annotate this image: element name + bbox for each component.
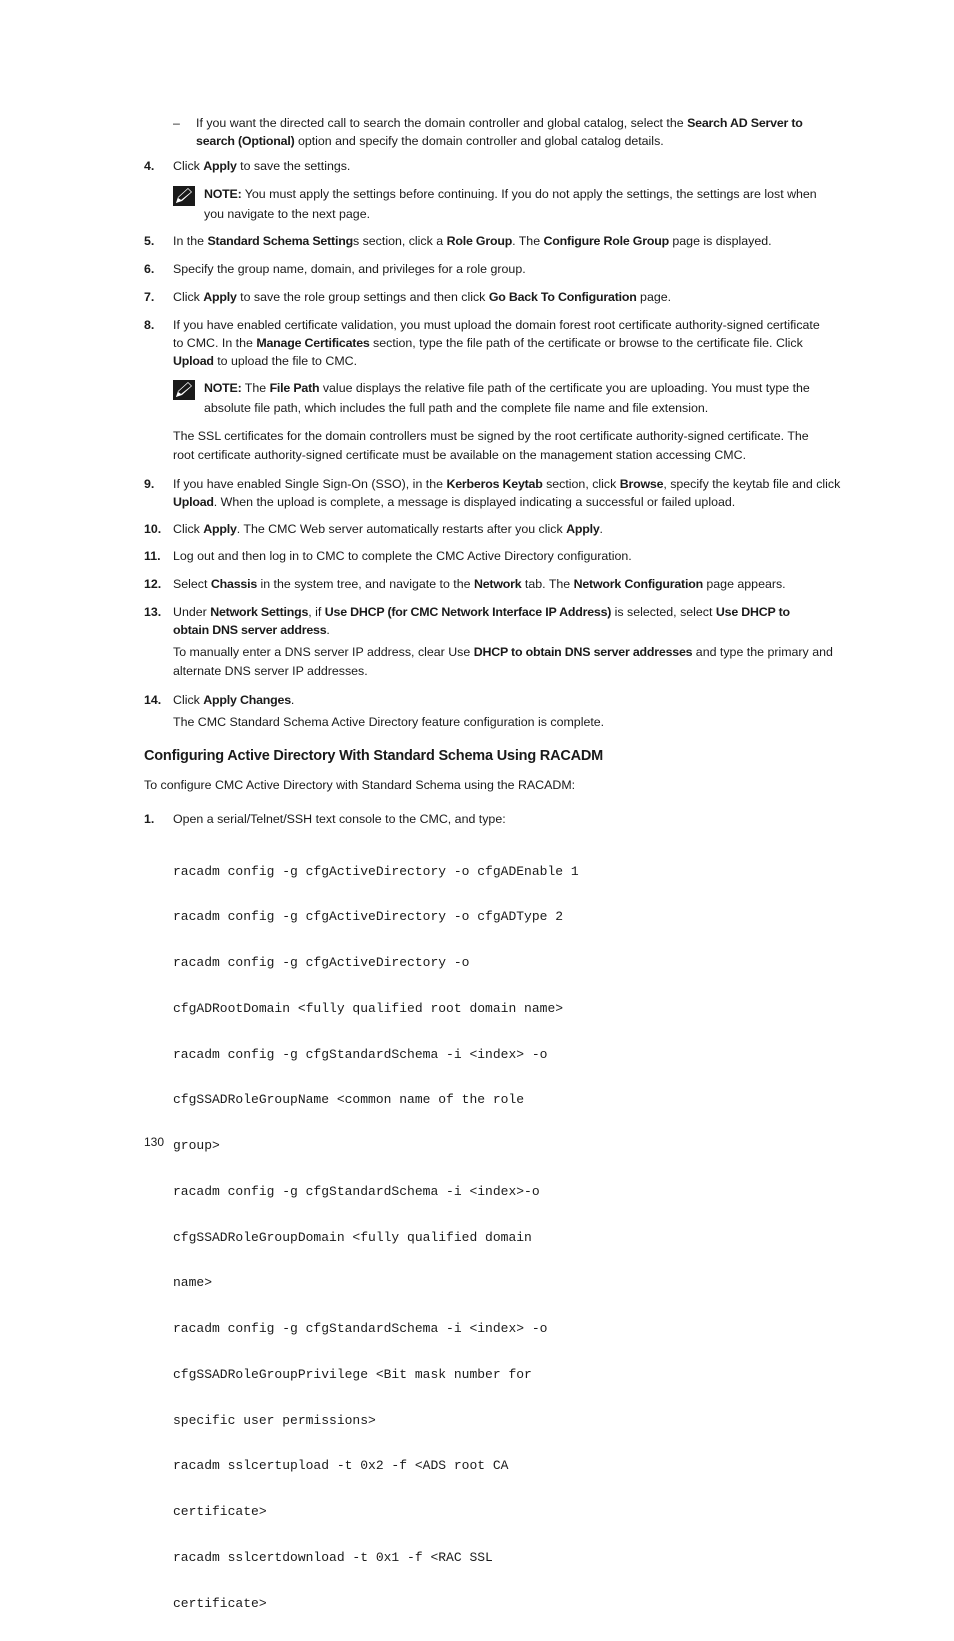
ui-term: Use DHCP (for CMC Network Interface IP Address) — [324, 605, 612, 619]
step-text-run: If you have enabled certificate validation, you must upload the domain forest root certificate authority-signed certificate to CMC. In the — [173, 318, 820, 350]
code-line: name> — [173, 1275, 213, 1291]
step-text-run: Select — [173, 577, 211, 591]
step-number: 6. — [144, 262, 155, 276]
note-pencil-icon — [173, 186, 195, 206]
ui-term: Kerberos Keytab — [446, 477, 543, 491]
step-number: 12. — [144, 577, 162, 591]
step-text-run: Under — [173, 605, 211, 619]
step-text-run: . The CMC Web server automatically restarts after you click — [236, 522, 567, 536]
step-text-run: If you have enabled Single Sign-On (SSO), in the — [173, 477, 447, 491]
step-text — [173, 475, 841, 511]
code-line: racadm config -g cfgStandardSchema -i <index> -o — [173, 1046, 548, 1062]
step-number: 5. — [144, 234, 155, 248]
ui-term: Network Configuration — [573, 577, 703, 591]
ui-term: Use DHCP to obtain DNS server address — [173, 605, 790, 637]
step-text-run: . — [290, 693, 295, 707]
step-text-run: to upload the file to CMC. — [213, 354, 358, 368]
page-number: 130 — [144, 1135, 165, 1149]
step-text-run: Click — [173, 290, 204, 304]
code-line: racadm sslcertdownload -t 0x1 -f <RAC SSL — [173, 1549, 493, 1565]
ui-term: Go Back To Configuration — [488, 290, 637, 304]
code-line: group> — [173, 1138, 220, 1153]
step-text-run: Specify the group name, domain, and privileges for a role group. — [173, 262, 526, 276]
step-number: 9. — [144, 477, 155, 491]
code-line: racadm sslcertupload -t 0x2 -f <ADS root CA — [173, 1458, 509, 1474]
code-line: racadm config -g cfgStandardSchema -i <index>-o — [173, 1183, 540, 1199]
step-text-run: . The — [512, 234, 544, 248]
step-text-run: page is displayed. — [668, 234, 772, 248]
step-text — [173, 810, 838, 828]
ui-term: Network Settings — [210, 605, 309, 619]
ui-term: Chassis — [210, 577, 258, 591]
step-number: 10. — [144, 522, 162, 536]
ui-term: Configure Role Group — [543, 234, 669, 248]
step-number: 14. — [144, 693, 162, 707]
code-line: racadm config -g cfgActiveDirectory -o cfgADType 2 — [173, 909, 564, 925]
code-line: cfgADRootDomain <fully qualified root domain name> — [173, 1000, 564, 1016]
step-text-run: tab. The — [521, 577, 574, 591]
step-number: 7. — [144, 290, 155, 304]
bullet-item: If you want the directed call to search the domain controller and global catalog, select the Search AD Server to search (Optional) option and specify the domain controller and global catalog details. — [196, 116, 803, 148]
ui-term: Network — [473, 577, 522, 591]
code-block — [173, 833, 579, 1641]
code-line: cfgSSADRoleGroupDomain <fully qualified domain — [173, 1229, 532, 1245]
step-text-run: section, type the file path of the certificate or browse to the certificate file. Click — [369, 336, 803, 350]
step-text-run: . — [326, 623, 330, 637]
dns-paragraph: To manually enter a DNS server IP address, clear Use DHCP to obtain DNS server addresses and type the primary and alternate DNS server IP addresses. — [173, 645, 833, 678]
ui-term: Standard Schema Setting — [207, 234, 353, 248]
code-line: cfgSSADRoleGroupPrivilege <Bit mask number for — [173, 1366, 532, 1382]
complete-paragraph: The CMC Standard Schema Active Directory feature configuration is complete. — [173, 715, 605, 729]
step-text — [173, 603, 823, 639]
ui-term: Upload — [173, 495, 214, 509]
step-text-run: In the — [173, 234, 208, 248]
section-intro: To configure CMC Active Directory with Standard Schema using the RACADM: — [144, 778, 576, 792]
ui-term: Apply — [203, 159, 237, 173]
step-text — [173, 575, 838, 593]
step-text-run: s section, click a — [352, 234, 447, 248]
ui-term: Apply Changes — [203, 693, 291, 707]
code-line: racadm config -g cfgActiveDirectory -o cfgADEnable 1 — [173, 863, 579, 879]
note-pencil-icon — [173, 380, 195, 400]
step-text-run: . — [599, 522, 603, 536]
ui-term: Apply — [203, 522, 237, 536]
step-text-run: in the system tree, and navigate to the — [257, 577, 474, 591]
step-text — [173, 316, 821, 370]
ui-term: Role Group — [446, 234, 513, 248]
step-text-run: Click — [173, 522, 204, 536]
step-text — [173, 520, 838, 538]
step-text-run: Log out and then log in to CMC to complete the CMC Active Directory configuration. — [173, 549, 632, 563]
step-text — [173, 260, 838, 278]
note-file-path: NOTE: The File Path value displays the relative file path of the certificate you are uploading. You must type the absolute file path, which includes the full path and the complete file name and file extension. — [204, 381, 810, 415]
step-text-run: , if — [308, 605, 325, 619]
step-number: 4. — [144, 159, 155, 173]
step-text-run: Open a serial/Telnet/SSH text console to the CMC, and type: — [173, 812, 506, 826]
note-warning: NOTE: You must apply the settings before continuing. If you do not apply the settings, the settings are lost when you navigate to the next page. — [204, 187, 817, 221]
step-number: 13. — [144, 605, 162, 619]
step-text-run: page appears. — [702, 577, 786, 591]
ui-term: Upload — [173, 354, 214, 368]
step-text-run: , specify the keytab file and click — [663, 477, 841, 491]
bullet-dash: – — [173, 116, 180, 130]
step-number: 11. — [144, 549, 161, 563]
step-text-run: to save the settings. — [236, 159, 351, 173]
step-text-run: is selected, select — [611, 605, 716, 619]
code-line: cfgSSADRoleGroupName <common name of the role — [173, 1092, 525, 1108]
step-text-run: section, click — [542, 477, 620, 491]
step-text — [173, 288, 838, 306]
ui-term: Apply — [566, 522, 600, 536]
step-text — [173, 691, 838, 709]
step-number: 8. — [144, 318, 155, 332]
ui-term: Browse — [619, 477, 664, 491]
step-text-run: . When the upload is complete, a message is displayed indicating a successful or failed upload. — [213, 495, 736, 509]
code-line: certificate> — [173, 1595, 267, 1611]
ui-term: Apply — [203, 290, 237, 304]
section-heading: Configuring Active Directory With Standard Schema Using RACADM — [144, 748, 604, 764]
step-text-run: Click — [173, 159, 204, 173]
code-line: racadm config -g cfgActiveDirectory -o — [173, 955, 470, 970]
step-text — [173, 232, 838, 250]
code-line: specific user permissions> — [173, 1412, 376, 1428]
code-line: racadm config -g cfgStandardSchema -i <index> -o — [173, 1321, 548, 1336]
step-text-run: to save the role group settings and then click — [236, 290, 489, 304]
code-line: certificate> — [173, 1504, 267, 1519]
step-text — [173, 157, 838, 175]
step-text — [173, 547, 838, 565]
ui-term: Manage Certificates — [256, 336, 370, 350]
ssl-paragraph: The SSL certificates for the domain controllers must be signed by the root certificate authority-signed certificate. The root certificate authority-signed certificate must be available on the management station accessing CMC. — [173, 429, 809, 462]
step-text-run: page. — [636, 290, 672, 304]
step-number: 1. — [144, 812, 155, 826]
step-text-run: Click — [173, 693, 204, 707]
